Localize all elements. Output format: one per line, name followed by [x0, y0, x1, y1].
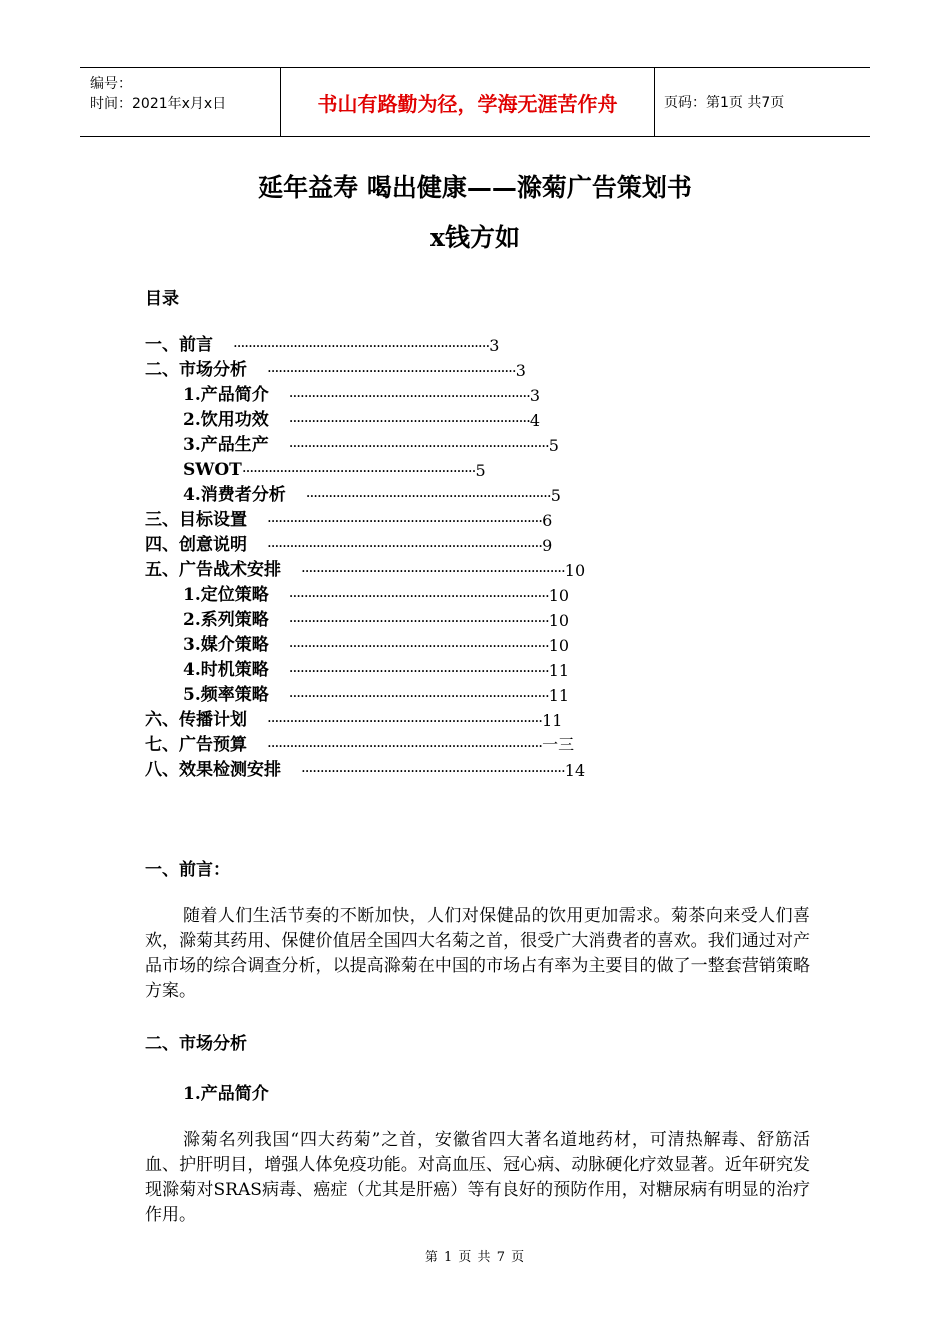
toc-entry-leader: ····································································· [288, 637, 549, 655]
table-of-contents [145, 330, 745, 780]
toc-entry-label: 三、目标设置 [145, 510, 247, 530]
toc-entry [145, 380, 745, 405]
toc-entry-label: 3.媒介策略 [183, 635, 269, 655]
preface-paragraph: 随着人们生活节奏的不断加快，人们对保健品的饮用更加需求。菊茶向来受人们喜欢，滁菊其药用、保健价值居全国四大名菊之首，很受广大消费者的喜欢。我们通过对产品市场的综合调查分析，以提高滁菊在中国的市场占有率为主要目的做了一整套营销策略方案。 [145, 906, 810, 1001]
toc-entry-page: 5 [550, 486, 561, 505]
toc-entry [145, 755, 745, 780]
toc-entry-leader: ······································································ [301, 562, 565, 580]
toc-entry-page: 9 [542, 536, 553, 555]
toc-entry [145, 680, 745, 705]
toc-entry-label: 2.系列策略 [183, 610, 269, 630]
toc-entry-page: 4 [529, 411, 541, 430]
toc-entry [145, 455, 745, 480]
toc-entry-page: 14 [564, 761, 586, 780]
toc-entry-leader: ········································································· [267, 512, 543, 530]
toc-entry-label: 八、效果检测安排 [145, 760, 281, 780]
toc-entry-label: 二、市场分析 [145, 360, 247, 380]
toc-entry [145, 555, 745, 580]
toc-entry-page: 10 [548, 636, 570, 655]
toc-entry-leader: ···································································· [233, 337, 490, 355]
toc-entry [145, 505, 745, 530]
toc-entry-page: 10 [548, 586, 570, 605]
toc-entry-label: 4.消费者分析 [183, 485, 286, 505]
toc-entry-page: 11 [542, 711, 563, 730]
toc-entry [145, 605, 745, 630]
toc-entry-leader: ································································ [288, 387, 530, 405]
toc-entry [145, 580, 745, 605]
toc-entry-page: 3 [529, 386, 541, 405]
toc-entry-page: 5 [475, 461, 486, 480]
document-author: x钱方如 [430, 223, 520, 252]
toc-entry-leader: ····································································· [288, 437, 549, 455]
toc-entry-page: 3 [489, 336, 500, 355]
toc-entry-leader: ····································································· [288, 612, 549, 630]
toc-entry-leader: ········································································· [267, 737, 543, 755]
toc-entry [145, 355, 745, 380]
page-footer: 第 1 页 共 7 页 [424, 1250, 526, 1265]
toc-entry-leader: ································································· [305, 487, 551, 505]
toc-entry-label: 1.产品简介 [183, 385, 269, 405]
toc-entry-page: 3 [515, 361, 526, 380]
toc-entry-page: 11 [548, 686, 570, 705]
toc-entry-page: 一三 [542, 735, 575, 754]
toc-entry-page: 10 [548, 611, 570, 630]
preface-heading: 一、前言： [145, 860, 230, 880]
document-date-label: 时间：2021年x月x日 [90, 96, 227, 112]
toc-entry [145, 330, 745, 355]
toc-entry-label: 四、创意说明 [145, 535, 247, 555]
toc-heading: 目录 [145, 289, 179, 309]
toc-entry [145, 730, 745, 755]
toc-entry-page: 6 [542, 511, 553, 530]
market-analysis-heading: 二、市场分析 [145, 1034, 247, 1054]
toc-entry-label: SWOT [183, 460, 242, 480]
toc-entry [145, 655, 745, 680]
toc-entry-leader: ····································································· [288, 662, 549, 680]
toc-entry-leader: ·································································· [267, 362, 516, 380]
toc-entry-leader: ····································································· [288, 587, 549, 605]
toc-entry-label: 五、广告战术安排 [145, 560, 281, 580]
toc-entry-label: 1.定位策略 [183, 585, 269, 605]
page-header [80, 67, 870, 137]
toc-entry [145, 405, 745, 430]
toc-entry-label: 5.频率策略 [183, 685, 269, 705]
toc-entry [145, 430, 745, 455]
product-intro-heading: 1.产品简介 [183, 1084, 269, 1104]
product-intro-paragraph: 滁菊名列我国“四大药菊”之首，安徽省四大著名道地药材，可清热解毒、舒筋活血、护肝明目，增强人体免疫功能。对高血压、冠心病、动脉硬化疗效显著。近年研究发现滁菊对SRAS病毒、癌症（尤其是肝癌）等有良好的预防作用，对糖尿病有明显的治疗作用。 [145, 1130, 810, 1225]
document-title: 延年益寿 喝出健康——滁菊广告策划书 [258, 173, 692, 202]
toc-entry-leader: ····································································· [288, 687, 549, 705]
toc-entry-label: 六、传播计划 [145, 710, 247, 730]
toc-entry-leader: ········································································· [267, 537, 543, 555]
toc-entry-page: 5 [548, 436, 559, 455]
toc-entry [145, 530, 745, 555]
toc-entry-page: 11 [548, 661, 570, 680]
toc-entry-label: 七、广告预算 [145, 735, 247, 755]
toc-entry-label: 2.饮用功效 [183, 410, 269, 430]
header-meta [80, 68, 281, 136]
toc-entry-leader: ······································································ [301, 762, 565, 780]
header-page-info: 页码：第1页 共7页 [664, 95, 785, 111]
toc-entry-label: 4.时机策略 [183, 660, 269, 680]
toc-entry-leader: ································································ [288, 412, 530, 430]
toc-entry [145, 630, 745, 655]
toc-entry [145, 480, 745, 505]
toc-entry-leader: ······························································ [241, 462, 476, 480]
toc-entry-leader: ········································································· [267, 712, 543, 730]
header-motto: 书山有路勤为径，学海无涯苦作舟 [281, 68, 655, 136]
toc-entry-label: 3.产品生产 [183, 435, 269, 455]
toc-entry-page: 10 [564, 561, 586, 580]
document-number-label: 编号： [90, 76, 132, 92]
toc-entry [145, 705, 745, 730]
toc-entry-label: 一、前言 [145, 335, 213, 355]
